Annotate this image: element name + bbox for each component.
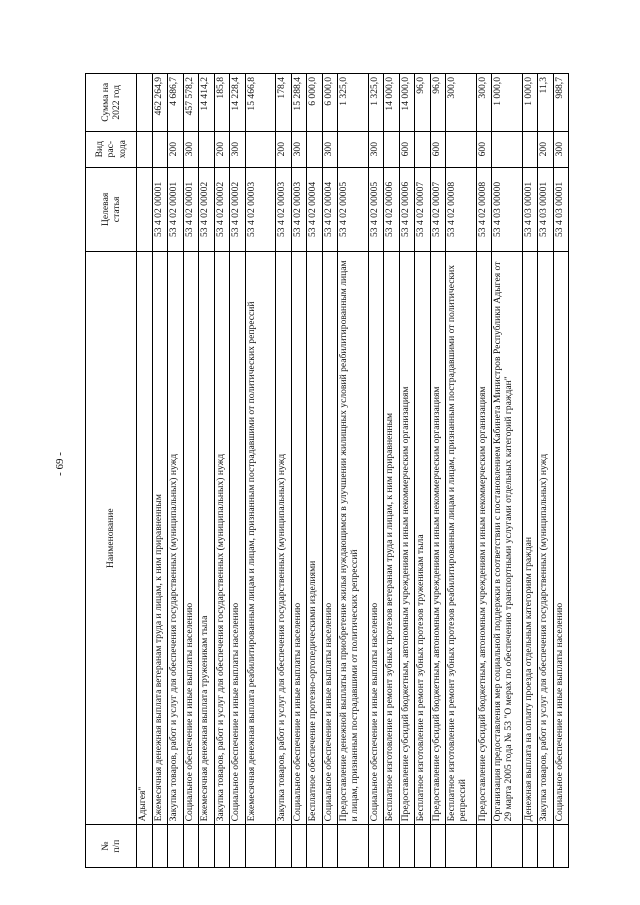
table-row <box>384 74 400 868</box>
row-amount: 1 000,0 <box>492 74 523 132</box>
row-code: 53 4 02 00008 <box>446 167 477 251</box>
table-row <box>553 74 569 868</box>
row-code: 53 4 03 00001 <box>538 167 554 251</box>
row-code: 53 4 02 00003 <box>276 167 292 251</box>
row-type: 300 <box>230 131 246 167</box>
table-row <box>399 74 415 868</box>
header-amount: Сумма на 2022 год <box>86 74 137 132</box>
row-type <box>492 131 523 167</box>
row-code: 53 4 02 00005 <box>338 167 369 251</box>
row-num <box>214 825 230 868</box>
row-name: Бесплатное изготовление и ремонт зубных протезов реабилитированным лицам и лицам, признанным пострадавшими от политических репрессий <box>446 252 477 825</box>
table-row <box>291 74 307 868</box>
row-amount: 1 000,0 <box>522 74 538 132</box>
row-amount: 15 466,8 <box>245 74 276 132</box>
table-row <box>214 74 230 868</box>
row-amount: 11,3 <box>538 74 554 132</box>
table-row <box>307 74 323 868</box>
row-type <box>384 131 400 167</box>
row-num <box>230 825 246 868</box>
row-type: 300 <box>183 131 199 167</box>
row-type <box>137 131 153 167</box>
row-name: Закупка товаров, работ и услуг для обеспечения государственных (муниципальных) нужд <box>214 252 230 825</box>
row-num <box>245 825 276 868</box>
row-amount <box>137 74 153 132</box>
row-num <box>183 825 199 868</box>
row-name: Закупка товаров, работ и услуг для обеспечения государственных (муниципальных) нужд <box>168 252 184 825</box>
table-row <box>368 74 384 868</box>
row-type <box>199 131 215 167</box>
row-name: Социальное обеспечение и иные выплаты населению <box>368 252 384 825</box>
row-type: 600 <box>430 131 446 167</box>
page-number <box>48 452 72 476</box>
row-num <box>338 825 369 868</box>
row-num <box>137 825 153 868</box>
table-row <box>199 74 215 868</box>
row-code: 53 4 02 00002 <box>214 167 230 251</box>
table-row <box>230 74 246 868</box>
table-body <box>137 74 569 868</box>
row-amount: 1 325,0 <box>368 74 384 132</box>
table-row <box>137 74 153 868</box>
row-num <box>276 825 292 868</box>
row-num <box>152 825 168 868</box>
row-amount: 1 325,0 <box>338 74 369 132</box>
header-type: Вид рас- хода <box>86 131 137 167</box>
row-num <box>368 825 384 868</box>
table-row <box>338 74 369 868</box>
row-amount: 96,0 <box>415 74 431 132</box>
row-type <box>307 131 323 167</box>
table-row <box>183 74 199 868</box>
row-code: 53 4 02 00003 <box>245 167 276 251</box>
row-code: 53 4 02 00006 <box>384 167 400 251</box>
row-num <box>538 825 554 868</box>
row-type <box>338 131 369 167</box>
row-num <box>399 825 415 868</box>
header-num: № п/п <box>86 825 137 868</box>
row-amount: 14 228,4 <box>230 74 246 132</box>
row-code: 53 4 02 00007 <box>415 167 431 251</box>
row-amount: 4 686,7 <box>168 74 184 132</box>
row-num <box>168 825 184 868</box>
table-row <box>276 74 292 868</box>
row-name: Организация предоставления мер социальной поддержки в соответствии с постановлением Кабинета Министров Республики Адыгея от 29 марта 2005 года № 53 "О мерах по обеспечению транспортными услугами отдельных категорий граждан" <box>492 252 523 825</box>
row-name: Бесплатное обеспечение протезно-ортопедическими изделиями <box>307 252 323 825</box>
row-type: 300 <box>322 131 338 167</box>
rotated-table-container <box>85 73 565 868</box>
row-type: 600 <box>476 131 492 167</box>
table-row <box>476 74 492 868</box>
row-type: 200 <box>538 131 554 167</box>
row-amount: 15 288,4 <box>291 74 307 132</box>
row-code: 53 4 02 00001 <box>168 167 184 251</box>
header-target: Целевая статья <box>86 167 137 251</box>
row-type: 300 <box>368 131 384 167</box>
row-name: Предоставление субсидий бюджетным, автономным учреждениям и иным некоммерческим организациям <box>430 252 446 825</box>
row-amount: 988,7 <box>553 74 569 132</box>
row-num <box>492 825 523 868</box>
page-number-text: - 69 - <box>54 452 66 476</box>
row-name: Денежная выплата на оплату проезда отдельным категориям граждан <box>522 252 538 825</box>
row-code: 53 4 02 00001 <box>152 167 168 251</box>
row-type <box>245 131 276 167</box>
row-code: 53 4 02 00006 <box>399 167 415 251</box>
row-name: Бесплатное изготовление и ремонт зубных протезов ветеранам труда и лицам, к ним приравненным <box>384 252 400 825</box>
row-name: Ежемесячная денежная выплата ветеранам труда и лицам, к ним приравненным <box>152 252 168 825</box>
row-code: 53 4 03 00001 <box>553 167 569 251</box>
row-amount: 300,0 <box>446 74 477 132</box>
row-code: 53 4 03 00001 <box>522 167 538 251</box>
row-name: Закупка товаров, работ и услуг для обеспечения государственных (муниципальных) нужд <box>276 252 292 825</box>
row-name: Социальное обеспечение и иные выплаты населению <box>291 252 307 825</box>
row-code: 53 4 02 00002 <box>230 167 246 251</box>
table-row <box>415 74 431 868</box>
row-name: Бесплатное изготовление и ремонт зубных протезов труженикам тыла <box>415 252 431 825</box>
row-name: Социальное обеспечение и иные выплаты населению <box>553 252 569 825</box>
row-type: 200 <box>168 131 184 167</box>
row-type <box>446 131 477 167</box>
row-code: 53 4 02 00004 <box>322 167 338 251</box>
row-name: Предоставление субсидий бюджетным, автономным учреждениям и иным некоммерческим организациям <box>399 252 415 825</box>
table-row <box>322 74 338 868</box>
row-type: 200 <box>214 131 230 167</box>
row-code: 53 4 02 00005 <box>368 167 384 251</box>
row-code: 53 4 03 00000 <box>492 167 523 251</box>
row-name: Социальное обеспечение и иные выплаты населению <box>230 252 246 825</box>
row-name: Социальное обеспечение и иные выплаты населению <box>183 252 199 825</box>
row-num <box>307 825 323 868</box>
row-num <box>384 825 400 868</box>
table-header <box>86 74 137 868</box>
row-amount: 178,4 <box>276 74 292 132</box>
row-num <box>430 825 446 868</box>
row-code: 53 4 02 00008 <box>476 167 492 251</box>
row-amount: 6 000,0 <box>322 74 338 132</box>
row-amount: 6 000,0 <box>307 74 323 132</box>
row-amount: 14 414,2 <box>199 74 215 132</box>
row-amount: 185,8 <box>214 74 230 132</box>
row-num <box>522 825 538 868</box>
row-amount: 96,0 <box>430 74 446 132</box>
row-num <box>415 825 431 868</box>
row-type <box>522 131 538 167</box>
budget-table <box>85 73 569 868</box>
row-amount: 300,0 <box>476 74 492 132</box>
row-name: Ежемесячная денежная выплата реабилитированным лицам и лицам, признанным пострадавшими от политических репрессий <box>245 252 276 825</box>
row-num <box>476 825 492 868</box>
row-name: Закупка товаров, работ и услуг для обеспечения государственных (муниципальных) нужд <box>538 252 554 825</box>
row-num <box>322 825 338 868</box>
row-num <box>291 825 307 868</box>
row-code: 53 4 02 00002 <box>199 167 215 251</box>
row-name: Предоставление субсидий бюджетным, автономным учреждениям и иным некоммерческим организациям <box>476 252 492 825</box>
row-num <box>446 825 477 868</box>
table-row <box>538 74 554 868</box>
row-code: 53 4 02 00004 <box>307 167 323 251</box>
row-code: 53 4 02 00003 <box>291 167 307 251</box>
row-name: Ежемесячная денежная выплата труженикам тыла <box>199 252 215 825</box>
row-num <box>199 825 215 868</box>
row-type: 300 <box>553 131 569 167</box>
row-name: Адыгея" <box>137 252 153 825</box>
table-row <box>152 74 168 868</box>
row-amount: 462 264,9 <box>152 74 168 132</box>
row-amount: 14 000,0 <box>384 74 400 132</box>
row-name: Предоставление денежной выплаты на приобретение жилья нуждающимся в улучшении жилищных условий реабилитированным лицам и лицам, признанным пострадавшими от политических репрессий <box>338 252 369 825</box>
table-row <box>430 74 446 868</box>
row-type: 300 <box>291 131 307 167</box>
row-num <box>553 825 569 868</box>
row-name: Социальное обеспечение и иные выплаты населению <box>322 252 338 825</box>
row-type: 200 <box>276 131 292 167</box>
row-type <box>152 131 168 167</box>
row-type <box>415 131 431 167</box>
table-row <box>492 74 523 868</box>
table-row <box>446 74 477 868</box>
row-type: 600 <box>399 131 415 167</box>
row-amount: 14 000,0 <box>399 74 415 132</box>
table-row <box>522 74 538 868</box>
table-row <box>245 74 276 868</box>
row-code <box>137 167 153 251</box>
header-name: Наименование <box>86 252 137 825</box>
row-amount: 457 578,2 <box>183 74 199 132</box>
table-row <box>168 74 184 868</box>
row-code: 53 4 02 00001 <box>183 167 199 251</box>
row-code: 53 4 02 00007 <box>430 167 446 251</box>
